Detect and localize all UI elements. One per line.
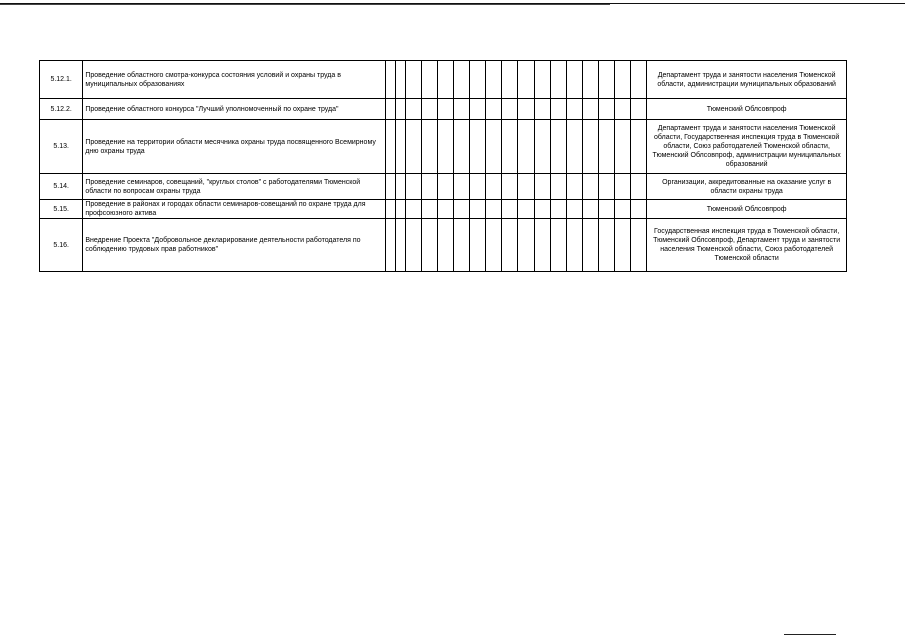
schedule-cell bbox=[598, 219, 614, 272]
schedule-cell bbox=[405, 99, 421, 120]
schedule-cell bbox=[566, 219, 582, 272]
schedule-cell bbox=[395, 99, 405, 120]
activity-description: Проведение на территории области месячника охраны труда посвященного Всемирному дню охраны труда bbox=[83, 120, 385, 174]
schedule-cell bbox=[385, 120, 395, 174]
schedule-cell bbox=[437, 219, 453, 272]
schedule-cell bbox=[518, 174, 534, 200]
responsible-parties: Государственная инспекция труда в Тюменской области, Тюменский Облсовпроф, Департамент труда и занятости населения Тюменской области, Союз работодателей Тюменской области bbox=[647, 219, 847, 272]
activity-description: Проведение областного смотра-конкурса состояния условий и охраны труда в муниципальных образованиях bbox=[83, 61, 385, 99]
schedule-cell bbox=[502, 200, 518, 219]
schedule-cell bbox=[534, 61, 550, 99]
item-number: 5.12.1. bbox=[40, 61, 83, 99]
responsible-parties: Тюменский Облсовпроф bbox=[647, 99, 847, 120]
activity-description: Проведение семинаров, совещаний, "круглых столов" с работодателями Тюменской области по вопросам охраны труда bbox=[83, 174, 385, 200]
schedule-cell bbox=[385, 219, 395, 272]
schedule-cell bbox=[486, 174, 502, 200]
schedule-cell bbox=[385, 200, 395, 219]
schedule-cell bbox=[534, 120, 550, 174]
schedule-cell bbox=[582, 120, 598, 174]
item-number: 5.12.2. bbox=[40, 99, 83, 120]
schedule-cell bbox=[550, 61, 566, 99]
program-activities-table bbox=[39, 60, 847, 272]
schedule-cell bbox=[385, 61, 395, 99]
schedule-cell bbox=[598, 200, 614, 219]
schedule-cell bbox=[502, 219, 518, 272]
schedule-cell bbox=[502, 174, 518, 200]
schedule-cell bbox=[582, 61, 598, 99]
schedule-cell bbox=[470, 99, 486, 120]
schedule-cell bbox=[566, 99, 582, 120]
responsible-parties: Департамент труда и занятости населения Тюменской области, администрации муниципальных образований bbox=[647, 61, 847, 99]
schedule-cell bbox=[631, 120, 647, 174]
schedule-cell bbox=[518, 61, 534, 99]
schedule-cell bbox=[518, 219, 534, 272]
schedule-cell bbox=[631, 219, 647, 272]
schedule-cell bbox=[395, 219, 405, 272]
schedule-cell bbox=[395, 200, 405, 219]
table-row bbox=[40, 200, 847, 219]
schedule-cell bbox=[534, 200, 550, 219]
schedule-cell bbox=[421, 61, 437, 99]
schedule-cell bbox=[631, 200, 647, 219]
schedule-cell bbox=[631, 61, 647, 99]
schedule-cell bbox=[395, 61, 405, 99]
schedule-cell bbox=[566, 61, 582, 99]
schedule-cell bbox=[486, 61, 502, 99]
schedule-cell bbox=[550, 219, 566, 272]
schedule-cell bbox=[421, 200, 437, 219]
schedule-cell bbox=[502, 99, 518, 120]
schedule-cell bbox=[405, 174, 421, 200]
schedule-cell bbox=[518, 99, 534, 120]
schedule-cell bbox=[598, 120, 614, 174]
schedule-cell bbox=[470, 120, 486, 174]
schedule-cell bbox=[437, 99, 453, 120]
schedule-cell bbox=[550, 200, 566, 219]
activity-description: Проведение в районах и городах области семинаров-совещаний по охране труда для профсоюзного актива bbox=[83, 200, 385, 219]
table-row bbox=[40, 219, 847, 272]
schedule-cell bbox=[405, 120, 421, 174]
schedule-cell bbox=[421, 99, 437, 120]
schedule-cell bbox=[470, 61, 486, 99]
responsible-parties: Департамент труда и занятости населения Тюменской области, Государственная инспекция труда в Тюменской области, Союз работодателей Тюменской области, Тюменский Облсовпроф, администрации муниципальных образований bbox=[647, 120, 847, 174]
activity-description: Внедрение Проекта "Добровольное декларирование деятельности работодателя по соблюдению трудовых прав работников" bbox=[83, 219, 385, 272]
schedule-cell bbox=[615, 200, 631, 219]
schedule-cell bbox=[486, 120, 502, 174]
schedule-cell bbox=[598, 99, 614, 120]
schedule-cell bbox=[518, 120, 534, 174]
schedule-cell bbox=[437, 61, 453, 99]
responsible-parties: Организации, аккредитованные на оказание услуг в области охраны труда bbox=[647, 174, 847, 200]
item-number: 5.15. bbox=[40, 200, 83, 219]
schedule-cell bbox=[405, 61, 421, 99]
schedule-cell bbox=[550, 174, 566, 200]
schedule-cell bbox=[615, 120, 631, 174]
schedule-cell bbox=[566, 174, 582, 200]
table-row bbox=[40, 120, 847, 174]
schedule-cell bbox=[631, 99, 647, 120]
schedule-cell bbox=[598, 174, 614, 200]
schedule-cell bbox=[550, 120, 566, 174]
schedule-cell bbox=[486, 219, 502, 272]
schedule-cell bbox=[502, 120, 518, 174]
schedule-cell bbox=[454, 200, 470, 219]
schedule-cell bbox=[534, 174, 550, 200]
schedule-cell bbox=[421, 219, 437, 272]
schedule-cell bbox=[534, 99, 550, 120]
schedule-cell bbox=[582, 219, 598, 272]
table-row bbox=[40, 61, 847, 99]
schedule-cell bbox=[385, 174, 395, 200]
responsible-parties: Тюменский Облсовпроф bbox=[647, 200, 847, 219]
schedule-cell bbox=[486, 99, 502, 120]
schedule-cell bbox=[615, 99, 631, 120]
item-number: 5.13. bbox=[40, 120, 83, 174]
schedule-cell bbox=[615, 174, 631, 200]
schedule-cell bbox=[615, 61, 631, 99]
schedule-cell bbox=[395, 120, 405, 174]
schedule-cell bbox=[405, 200, 421, 219]
schedule-cell bbox=[421, 174, 437, 200]
schedule-cell bbox=[470, 219, 486, 272]
top-rule-secondary bbox=[0, 4, 610, 5]
schedule-cell bbox=[454, 61, 470, 99]
schedule-cell bbox=[502, 61, 518, 99]
schedule-cell bbox=[437, 200, 453, 219]
schedule-cell bbox=[615, 219, 631, 272]
item-number: 5.14. bbox=[40, 174, 83, 200]
schedule-cell bbox=[454, 99, 470, 120]
schedule-cell bbox=[385, 99, 395, 120]
item-number: 5.16. bbox=[40, 219, 83, 272]
schedule-cell bbox=[534, 219, 550, 272]
schedule-cell bbox=[566, 120, 582, 174]
schedule-cell bbox=[454, 120, 470, 174]
schedule-cell bbox=[470, 200, 486, 219]
schedule-cell bbox=[598, 61, 614, 99]
table-row bbox=[40, 99, 847, 120]
schedule-cell bbox=[405, 219, 421, 272]
schedule-cell bbox=[395, 174, 405, 200]
page-footer-rule bbox=[784, 634, 836, 635]
schedule-cell bbox=[437, 120, 453, 174]
schedule-cell bbox=[582, 99, 598, 120]
schedule-cell bbox=[550, 99, 566, 120]
schedule-cell bbox=[454, 174, 470, 200]
schedule-cell bbox=[470, 174, 486, 200]
schedule-cell bbox=[486, 200, 502, 219]
schedule-cell bbox=[437, 174, 453, 200]
schedule-cell bbox=[582, 174, 598, 200]
schedule-cell bbox=[631, 174, 647, 200]
schedule-cell bbox=[566, 200, 582, 219]
schedule-cell bbox=[582, 200, 598, 219]
table-row bbox=[40, 174, 847, 200]
schedule-cell bbox=[421, 120, 437, 174]
activity-description: Проведение областного конкурса "Лучший уполномоченный по охране труда" bbox=[83, 99, 385, 120]
schedule-cell bbox=[454, 219, 470, 272]
schedule-cell bbox=[518, 200, 534, 219]
